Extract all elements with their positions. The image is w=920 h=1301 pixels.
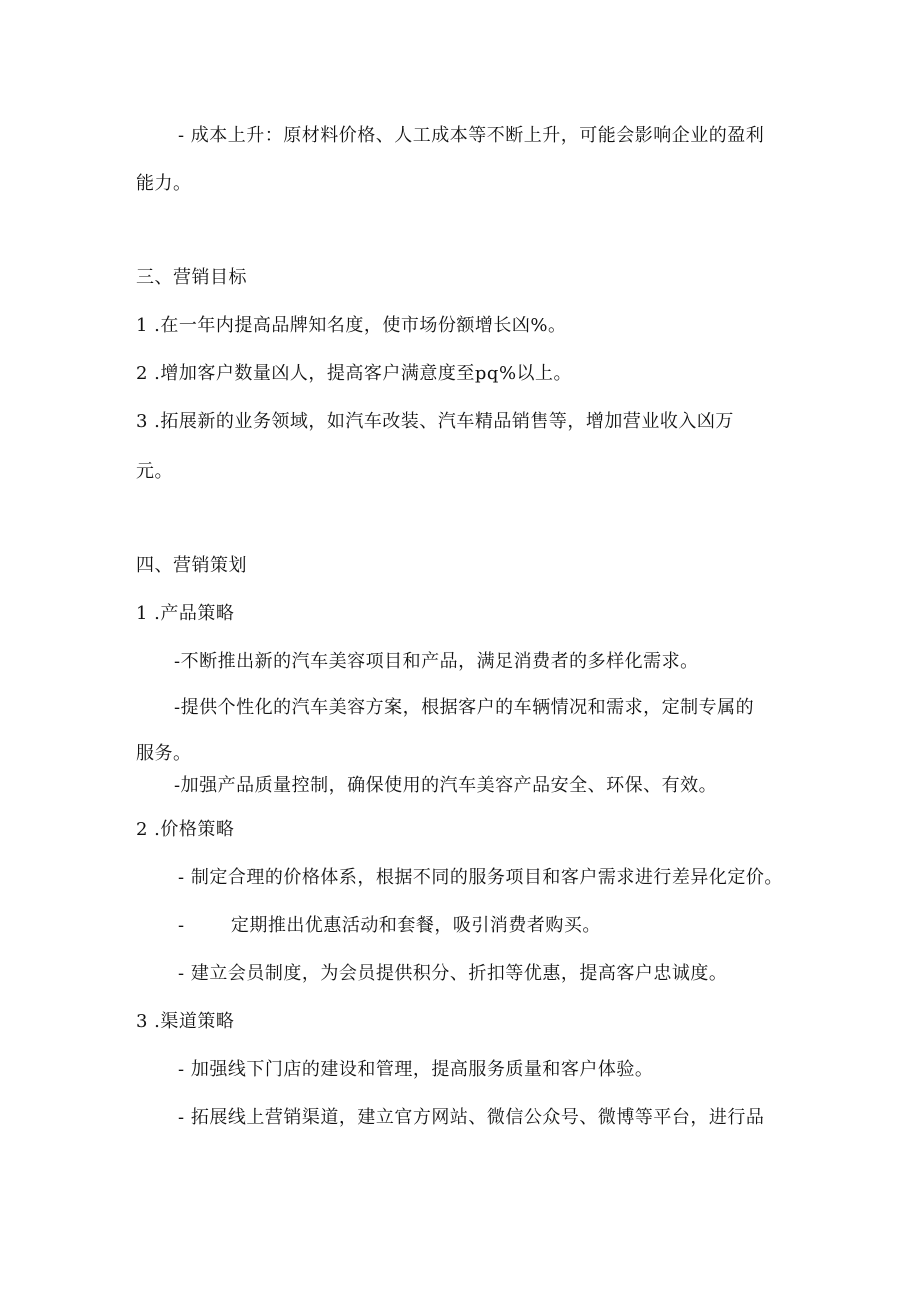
subheading-price-strategy: 2 .价格策略 [136,819,235,840]
channel-bullet-2 [178,1106,764,1130]
cost-rise-text-line-1: - 成本上升：原材料价格、人工成本等不断上升，可能会影响企业的盈利 [178,125,765,146]
price-bullet-3 [178,962,727,986]
product-bullet-1: -不断推出新的汽车美容项目和产品，满足消费者的多样化需求。 [174,651,699,672]
bullet-dash: - [178,915,185,936]
bullet-text: 建立会员制度，为会员提供积分、折扣等优惠，提高客户忠诚度。 [190,963,728,984]
bullet-text: 定期推出优惠活动和套餐，吸引消费者购买。 [230,915,601,936]
bullet-text: 拓展线上营销渠道，建立官方网站、微信公众号、微博等平台，进行品 [190,1107,765,1128]
product-bullet-3: -加强产品质量控制，确保使用的汽车美容产品安全、环保、有效。 [174,775,718,796]
subheading-channel-strategy: 3 .渠道策略 [136,1011,235,1032]
bullet-dash: - [178,867,185,888]
channel-bullet-1 [178,1058,653,1082]
goal-item-3-line-2: 元。 [136,461,173,482]
cost-rise-text-line-2: 能力。 [136,173,192,194]
price-bullet-1 [178,866,783,890]
product-bullet-2-line-1: -提供个性化的汽车美容方案，根据客户的车辆情况和需求，定制专属的 [174,697,755,718]
goal-item-2: 2 .增加客户数量凶人，提高客户满意度至pq%以上。 [136,363,573,384]
price-bullet-2 [178,914,601,938]
bullet-dash: - [178,1107,185,1128]
bullet-text: 制定合理的价格体系，根据不同的服务项目和客户需求进行差异化定价。 [190,867,783,888]
section-heading-marketing-goals: 三、营销目标 [136,267,247,288]
bullet-text: 加强线下门店的建设和管理，提高服务质量和客户体验。 [190,1059,654,1080]
section-heading-marketing-plan: 四、营销策划 [136,555,247,576]
subheading-product-strategy: 1 .产品策略 [136,603,235,624]
goal-item-3-line-1: 3 .拓展新的业务领域，如汽车改装、汽车精品销售等，增加营业收入凶万 [136,411,734,432]
bullet-dash: - [178,963,185,984]
product-bullet-2-line-2: 服务。 [136,743,192,764]
bullet-dash: - [178,1059,185,1080]
goal-item-1: 1 .在一年内提高品牌知名度，使市场份额增长凶%。 [136,315,567,336]
